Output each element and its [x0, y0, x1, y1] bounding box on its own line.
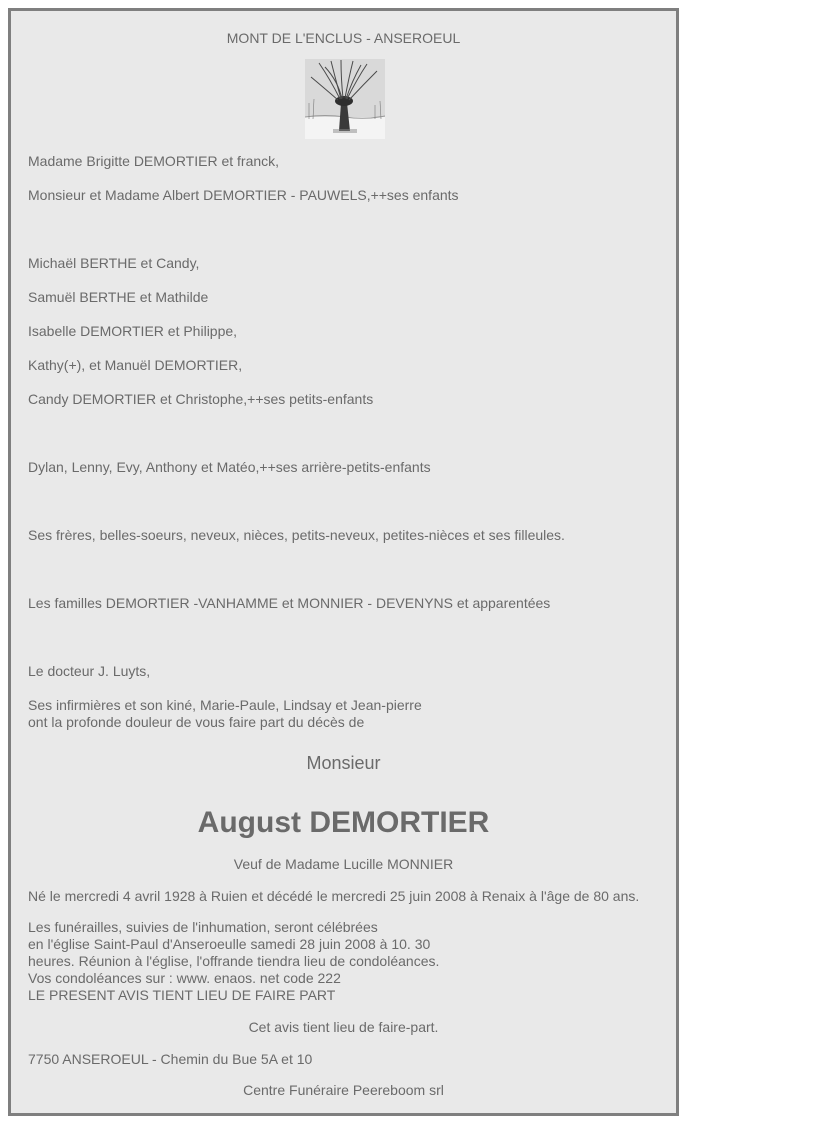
deceased-name: August DEMORTIER [197, 806, 490, 839]
family-line-nurses: Ses infirmières et son kiné, Marie-Paule, Lindsay et Jean-pierre [28, 697, 422, 713]
family-line-families: Les familles DEMORTIER -VANHAMME et MONNIER - DEVENYNS et apparentées [28, 595, 551, 611]
family-line-albert: Monsieur et Madame Albert DEMORTIER - PAUWELS,++ses enfants [28, 187, 459, 203]
birth-death-line: Né le mercredi 4 avril 1928 à Ruien et décédé le mercredi 25 juin 2008 à Renaix à l'âge de 80 ans. [28, 888, 640, 904]
family-line-kathy: Kathy(+), et Manuël DEMORTIER, [28, 357, 243, 373]
address-line: 7750 ANSEROEUL - Chemin du Bue 5A et 10 [28, 1051, 313, 1067]
family-line-michael: Michaël BERTHE et Candy, [28, 255, 200, 271]
announcement-line: ont la profonde douleur de vous faire part du décès de [28, 714, 365, 730]
honorific: Monsieur [306, 753, 381, 773]
family-line-isabelle: Isabelle DEMORTIER et Philippe, [28, 323, 238, 339]
notice-line: Cet avis tient lieu de faire-part. [248, 1019, 439, 1035]
widow-line: Veuf de Madame Lucille MONNIER [233, 856, 454, 872]
family-line-candy: Candy DEMORTIER et Christophe,++ses petits-enfants [28, 391, 374, 407]
family-line-siblings: Ses frères, belles-soeurs, neveux, nièces, petits-neveux, petites-nièces et ses filleules. [28, 527, 565, 543]
condolences-line: Vos condoléances sur : www. enaos. net code 222 [28, 970, 341, 986]
willow-tree-photo [305, 59, 385, 139]
family-line-doctor: Le docteur J. Luyts, [28, 663, 151, 679]
funeral-director: Centre Funéraire Peereboom srl [243, 1082, 444, 1098]
notice-capital-line: LE PRESENT AVIS TIENT LIEU DE FAIRE PART [28, 987, 336, 1003]
place-header: MONT DE L'ENCLUS - ANSEROEUL [226, 30, 461, 46]
funeral-line-3: heures. Réunion à l'église, l'offrande tiendra lieu de condoléances. [28, 953, 440, 969]
funeral-line-2: en l'église Saint-Paul d'Anseroeulle samedi 28 juin 2008 à 10. 30 [28, 936, 431, 952]
death-notice-card [8, 8, 679, 1116]
family-line-samuel: Samuël BERTHE et Mathilde [28, 289, 209, 305]
family-line-brigitte: Madame Brigitte DEMORTIER et franck, [28, 153, 280, 169]
funeral-line-1: Les funérailles, suivies de l'inhumation, seront célébrées [28, 919, 378, 935]
family-line-great-grandchildren: Dylan, Lenny, Evy, Anthony et Matéo,++ses arrière-petits-enfants [28, 459, 431, 475]
